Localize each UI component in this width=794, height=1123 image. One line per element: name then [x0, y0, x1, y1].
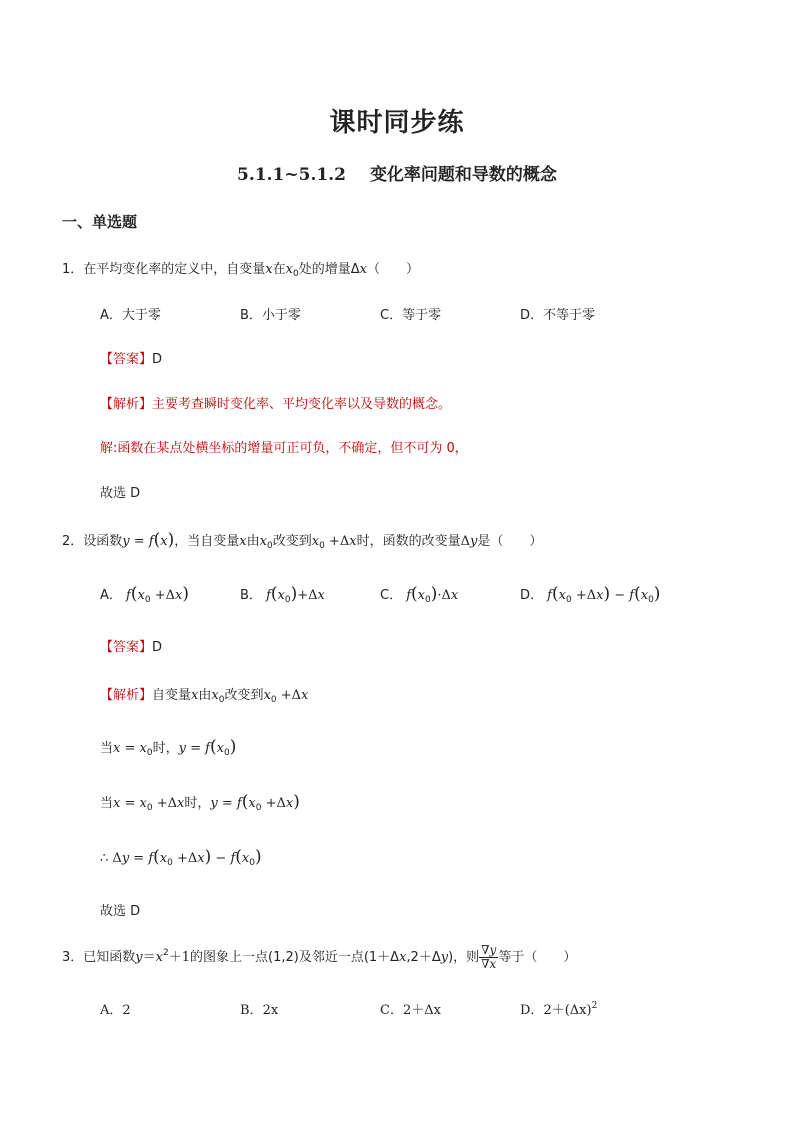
question-2-stem: 2．设函数y = f(x)，当自变量x由$x_0$改变到$x_0 +\Delta x$时，函数的改变量Δy是（ ）	[62, 530, 543, 551]
q2-option-d: D． $f(x_0 +\Delta x) - f(x_0)$	[520, 584, 661, 605]
q3-option-d: D．$2+(\Delta x)^2$	[520, 1001, 598, 1018]
subtitle-number: 5.1.1~5.1.2	[237, 165, 346, 185]
q1-option-a: A．大于零	[100, 308, 161, 323]
q3-option-c: C．2＋Δx	[380, 1003, 441, 1018]
q1-option-b: B．小于零	[240, 308, 301, 323]
q2-option-a: A． $f(x_0 +\Delta x)$	[100, 584, 189, 605]
q1-analysis: 【解析】主要考查瞬时变化率、平均变化率以及导数的概念。	[100, 397, 452, 412]
q2-option-c: C． $f(x_0)\cdot\Delta x$	[380, 584, 459, 605]
q1-solution: 解:函数在某点处横坐标的增量可正可负，不确定，但不可为 0，	[100, 441, 468, 456]
page-title: 课时同步练	[329, 108, 465, 138]
subtitle-text: 变化率问题和导数的概念	[369, 165, 557, 185]
q2-answer: 【答案】D	[100, 640, 163, 655]
q2-step-1: 当$x = x_0$时，$y = f(x_0)$	[100, 737, 237, 758]
q2-option-b: B． $f(x_0)+\Delta x$	[240, 584, 325, 605]
q3-option-b: B．2x	[240, 1003, 279, 1018]
section-heading: 一、单选题	[62, 213, 138, 231]
q3-option-a: A．2	[100, 1003, 131, 1018]
q1-option-c: C．等于零	[380, 308, 442, 323]
q1-conclusion: 故选 D	[100, 486, 141, 501]
q2-step-2: 当$x = x_0 +\Delta x$时，$y = f(x_0 +\Delta x)$	[100, 792, 300, 813]
q1-answer: 【答案】D	[100, 352, 163, 367]
q2-step-3: ∴ $\Delta y = f(x_0 +\Delta x) - f(x_0)$	[100, 847, 262, 868]
q1-option-d: D．不等于零	[520, 308, 596, 323]
fraction-dy-dx: $\frac{\nabla y}{\nabla x}$	[481, 943, 497, 971]
question-1-stem: 1．在平均变化率的定义中，自变量x在$x_0$处的增量Δx（ ）	[62, 262, 419, 279]
q2-conclusion: 故选 D	[100, 904, 141, 919]
q2-analysis: 【解析】自变量x由$x_0$改变到$x_0 +\Delta x$	[100, 688, 309, 705]
question-3-stem: 3．已知函数$y=x^2+1$的图象上一点(1,2)及邻近一点(1＋Δx,2＋Δy)，则 $\frac{\nabla y}{\nabla x}$ 等于（ ）	[62, 943, 577, 971]
page-subtitle	[0, 160, 794, 185]
